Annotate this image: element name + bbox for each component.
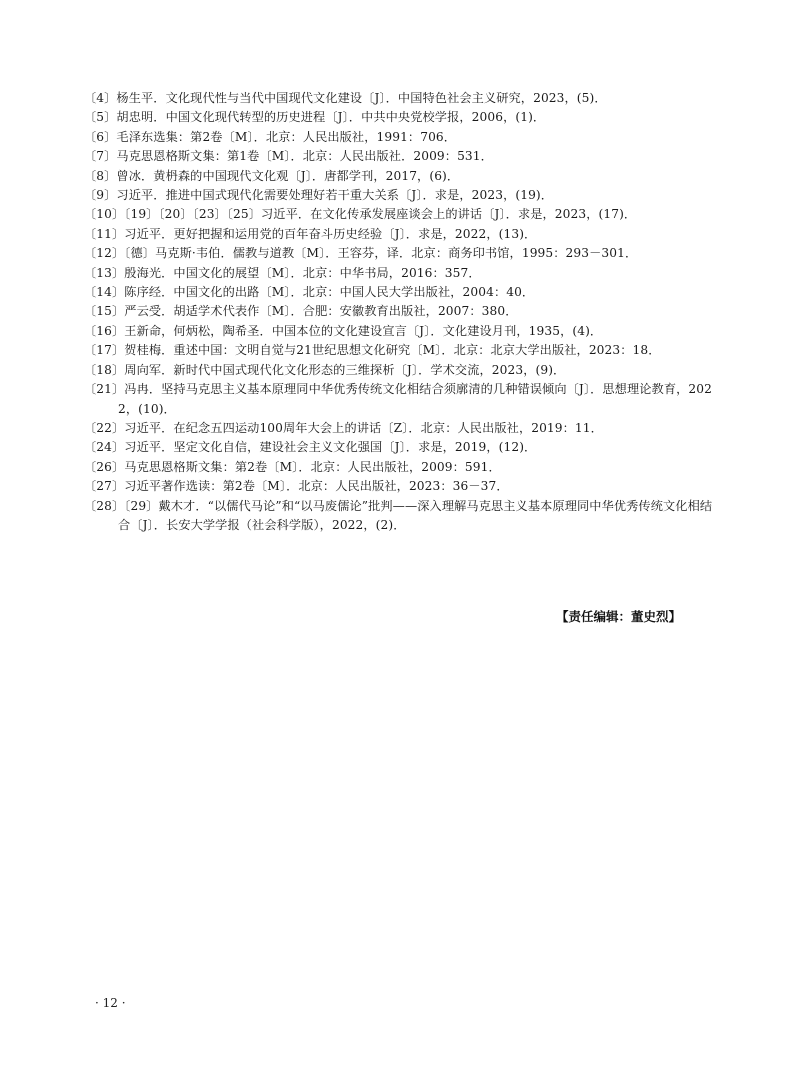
reference-item: 〔14〕陈序经．中国文化的出路〔M〕．北京：中国人民大学出版社，2004：40．: [84, 285, 535, 300]
reference-item: 〔16〕王新命，何炳松，陶希圣．中国本位的文化建设宣言〔J〕．文化建设月刊，1935，(4)．: [84, 323, 603, 338]
reference-item: 〔27〕习近平著作选读：第2卷〔M〕．北京：人民出版社，2023：36－37．: [84, 479, 509, 494]
reference-item: 〔8〕曾冰．黄枬森的中国现代文化观〔J〕．唐都学刊，2017，(6)．: [84, 168, 460, 183]
reference-item: 〔9〕习近平．推进中国式现代化需要处理好若干重大关系〔J〕．求是，2023，(19)．: [84, 188, 554, 203]
reference-item: 〔7〕马克思恩格斯文集：第1卷〔M〕．北京：人民出版社．2009：531．: [84, 149, 493, 164]
reference-item: 〔28〕〔29〕戴木才．“以儒代马论”和“以马废儒论”批判——深入理解马克思主义基本原理同中华优秀传统文化相结合〔J〕．长安大学学报（社会科学版），2022，(2)．: [84, 498, 713, 532]
reference-item: 〔11〕习近平．更好把握和运用党的百年奋斗历史经验〔J〕．求是，2022，(13)．: [84, 226, 537, 241]
reference-item: 〔6〕毛泽东选集：第2卷〔M〕．北京：人民出版社，1991：706．: [84, 129, 457, 144]
reference-item: 〔17〕贺桂梅．重述中国：文明自觉与21世纪思想文化研究〔M〕．北京：北京大学出版社，2023：18．: [84, 343, 661, 358]
reference-item: 〔5〕胡忠明．中国文化现代转型的历史进程〔J〕．中共中央党校学报，2006，(1)．: [84, 110, 546, 125]
reference-item: 〔13〕殷海光．中国文化的展望〔M〕．北京：中华书局，2016：357．: [84, 265, 481, 280]
reference-item: 〔26〕马克思恩格斯文集：第2卷〔M〕．北京：人民出版社，2009：591．: [84, 459, 501, 474]
reference-item: 〔10〕〔19〕〔20〕〔23〕〔25〕习近平．在文化传承发展座谈会上的讲话〔J〕．求是，2023，(17)．: [84, 207, 637, 222]
responsible-editor-note: 【责任编辑：董史烈】: [555, 609, 681, 624]
reference-item: 〔18〕周向军．新时代中国式现代化文化形态的三维探析〔J〕．学术交流，2023，(9)．: [84, 362, 566, 377]
reference-item: 〔22〕习近平．在纪念五四运动100周年大会上的讲话〔Z〕．北京：人民出版社，2019：11．: [84, 420, 603, 435]
reference-item: 〔12〕〔德〕马克斯·韦伯．儒教与道教〔M〕．王容芬，译．北京：商务印书馆，1995：293－301．: [84, 246, 638, 261]
reference-item: 〔21〕冯冉．坚持马克思主义基本原理同中华优秀传统文化相结合须廓清的几种错误倾向〔J〕．思想理论教育，2022，(10)．: [84, 382, 712, 416]
reference-item: 〔15〕严云受．胡适学术代表作〔M〕．合肥：安徽教育出版社，2007：380．: [84, 304, 518, 319]
reference-item: 〔4〕杨生平．文化现代性与当代中国现代文化建设〔J〕．中国特色社会主义研究，2023，(5)．: [84, 91, 607, 105]
page-number: · 12 ·: [95, 996, 126, 1010]
reference-list: [84, 89, 716, 535]
reference-item: 〔24〕习近平．坚定文化自信，建设社会主义文化强国〔J〕．求是，2019，(12)．: [84, 440, 537, 455]
